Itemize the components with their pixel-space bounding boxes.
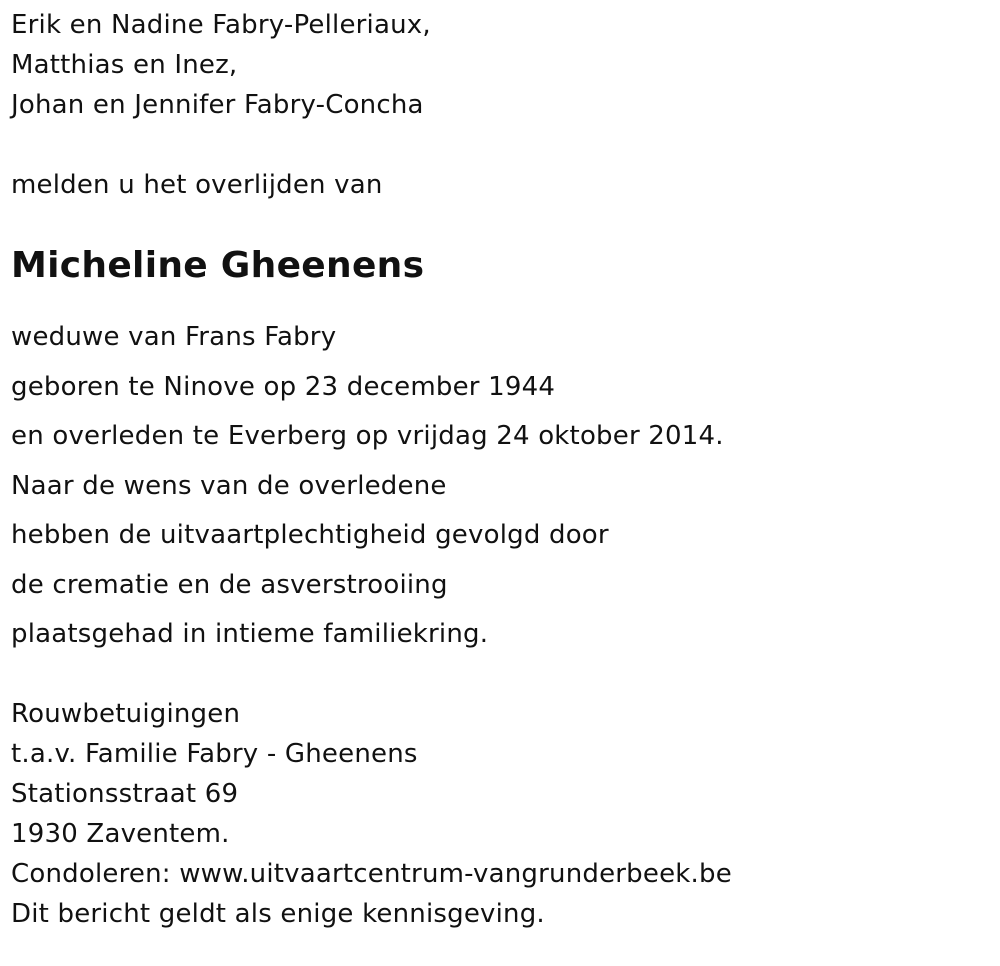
- contact-line: Dit bericht geldt als enige kennisgeving.: [11, 898, 545, 929]
- family-block: [11, 0, 1000, 125]
- condolence-line: Condoleren: www.uitvaartcentrum-vangrunderbeek.be: [11, 858, 732, 889]
- contact-line: Rouwbetuigingen: [11, 698, 241, 729]
- contact-line: 1930 Zaventem.: [11, 818, 230, 849]
- detail-line: hebben de uitvaartplechtigheid gevolgd door: [11, 520, 609, 550]
- detail-line: en overleden te Everberg op vrijdag 24 oktober 2014.: [11, 421, 724, 451]
- contact-line: Stationsstraat 69: [11, 778, 239, 809]
- intro-text: melden u het overlijden van: [11, 170, 383, 200]
- family-line: Erik en Nadine Fabry-Pelleriaux,: [11, 10, 431, 40]
- deceased-name: Micheline Gheenens: [11, 245, 425, 286]
- family-line: Matthias en Inez,: [11, 50, 238, 80]
- detail-line: plaatsgehad in intieme familiekring.: [11, 619, 489, 649]
- family-line: Johan en Jennifer Fabry-Concha: [11, 90, 424, 120]
- detail-line: Naar de wens van de overledene: [11, 470, 447, 501]
- detail-line: de crematie en de asverstrooiing: [11, 569, 448, 600]
- contact-block: [11, 694, 1000, 934]
- contact-line: t.a.v. Familie Fabry - Gheenens: [11, 738, 418, 769]
- details-block: [11, 313, 1000, 660]
- detail-line: weduwe van Frans Fabry: [11, 322, 337, 352]
- detail-line: geboren te Ninove op 23 december 1944: [11, 371, 556, 402]
